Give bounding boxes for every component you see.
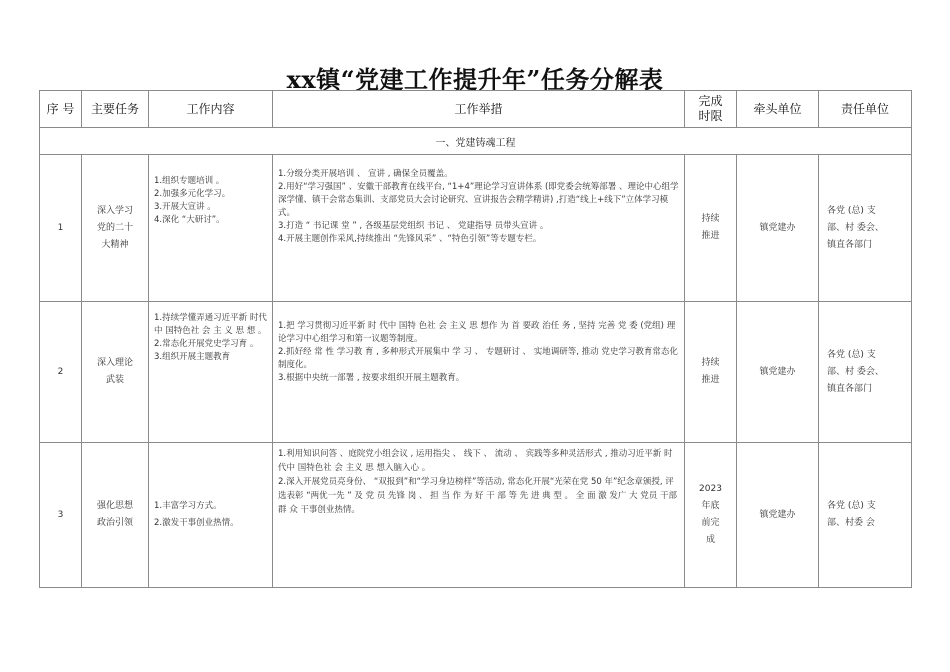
- row-seq: 1: [40, 155, 82, 302]
- row-lead: 镇党建办: [737, 443, 819, 588]
- header-measures: 工作举措: [273, 91, 685, 128]
- row-lead: 镇党建办: [737, 302, 819, 443]
- content-item: 2.激发干事创业热情。: [154, 518, 239, 528]
- header-row: [40, 91, 912, 128]
- row-resp: 各党 (总) 支 部、村委 会: [819, 443, 912, 588]
- measure-item: 3.根据中央统一部署 , 按要求组织开展主题教育。: [278, 373, 465, 383]
- row-task: 深入理论 武装: [82, 302, 149, 443]
- task-table: [39, 90, 912, 588]
- content-item: 1.丰富学习方式。: [154, 501, 222, 511]
- content-item: 3.开展大宣讲 。: [154, 202, 216, 212]
- row-seq: 3: [40, 443, 82, 588]
- document-title: xx镇“党建工作提升年”任务分解表: [286, 65, 664, 94]
- row-content: [149, 302, 273, 443]
- row-seq: 2: [40, 302, 82, 443]
- section-row: [40, 128, 912, 155]
- row-period: 2023 年底 前完 成: [685, 443, 737, 588]
- row-task: 强化思想 政治引领: [82, 443, 149, 588]
- content-item: 3.组织开展主题教育: [154, 352, 231, 362]
- content-item: 2.常态化开展党史学习育 。: [154, 339, 259, 349]
- row-task: 深入学习 党的二十 大精神: [82, 155, 149, 302]
- measure-item: 1.利用知识问答 、庭院党小组会议 , 运用指尖 、 线下 、 流动 、 宾践等多种灵活形式 , 推动习近平新 时代中 国特色社 会 主义 思 想入脑入心 。: [278, 449, 673, 473]
- section-title: 一、党建铸魂工程: [40, 128, 912, 155]
- content-item: 4.深化 “大研讨”。: [154, 215, 225, 225]
- header-resp: 责任单位: [819, 91, 912, 128]
- content-item: 2.加强多元化学习。: [154, 189, 231, 199]
- measure-item: 1.把 学习贯彻习近平新 时 代中 国特 色社 会 主义 思 想作 为 首 要政 治任 务 , 坚持 完善 党 委 (党组) 理论学习中心组学习和第一议题等制度。: [278, 321, 676, 344]
- measure-item: 2.抓好经 常 性 学习教 育 , 多种形式开展集中 学 习 、 专题研讨 、 实地调研等, 推动 党史学习教育常态化制度化。: [278, 347, 678, 370]
- content-item: 1.持续学懂弄通习近平新 时代中 国特色社 会 主 义 思 想 。: [154, 313, 267, 336]
- measure-item: 1.分级分类开展培训 、 宣讲 , 确保全员覆盖。: [278, 169, 453, 179]
- row-period: 持续 推进: [685, 302, 737, 443]
- row-period: 持续 推进: [685, 155, 737, 302]
- measure-item: 2.用好“学习强国” 、安徽干部教育在线平台, “1+4”理论学习宣讲体系 (即党委会统筹部署 、理论中心组学深学懂、镇干会常态集训、支部党员大会讨论研究、宣讲报告会精学精讲) ,打造“线上+线下”立体学习模式。: [278, 182, 679, 218]
- header-seq: 序 号: [40, 91, 82, 128]
- header-task: 主要任务: [82, 91, 149, 128]
- header-lead: 牵头单位: [737, 91, 819, 128]
- header-period: 完成 时限: [685, 91, 737, 128]
- row-measures: [273, 443, 685, 588]
- row-measures: [273, 155, 685, 302]
- table-row: [40, 302, 912, 443]
- table-row: [40, 443, 912, 588]
- header-content: 工作内容: [149, 91, 273, 128]
- table-row: [40, 155, 912, 302]
- row-content: [149, 443, 273, 588]
- content-item: 1.组织专题培训 。: [154, 176, 225, 186]
- row-content: [149, 155, 273, 302]
- row-resp: 各党 (总) 支 部、村 委会、 镇直各部门: [819, 302, 912, 443]
- measure-item: 4.开展主题创作采风,持续推出 “先锋风采” 、“特色引领”等专题专栏。: [278, 234, 542, 244]
- row-lead: 镇党建办: [737, 155, 819, 302]
- row-resp: 各党 (总) 支 部、村 委会、 镇直各部门: [819, 155, 912, 302]
- row-measures: [273, 302, 685, 443]
- measure-item: 2.深入开展党员亮身份、 “双报到”和“学习身边榜样”等活动, 常态化开展“光荣在党 50 年”纪念章颁授, 评选表彰 “两优一先 ” 及 党 员 先锋 岗 、 担 当 作 为 好 干 部 等 先 进 典 型 。 全 面 激 发广 大 党员 干部群 众 干事创业热情。: [278, 477, 677, 515]
- measure-item: 3.打造 “ 书记课 堂 ” , 各级基层党组织 书记 、 党建指导 员带头宣讲 。: [278, 221, 549, 231]
